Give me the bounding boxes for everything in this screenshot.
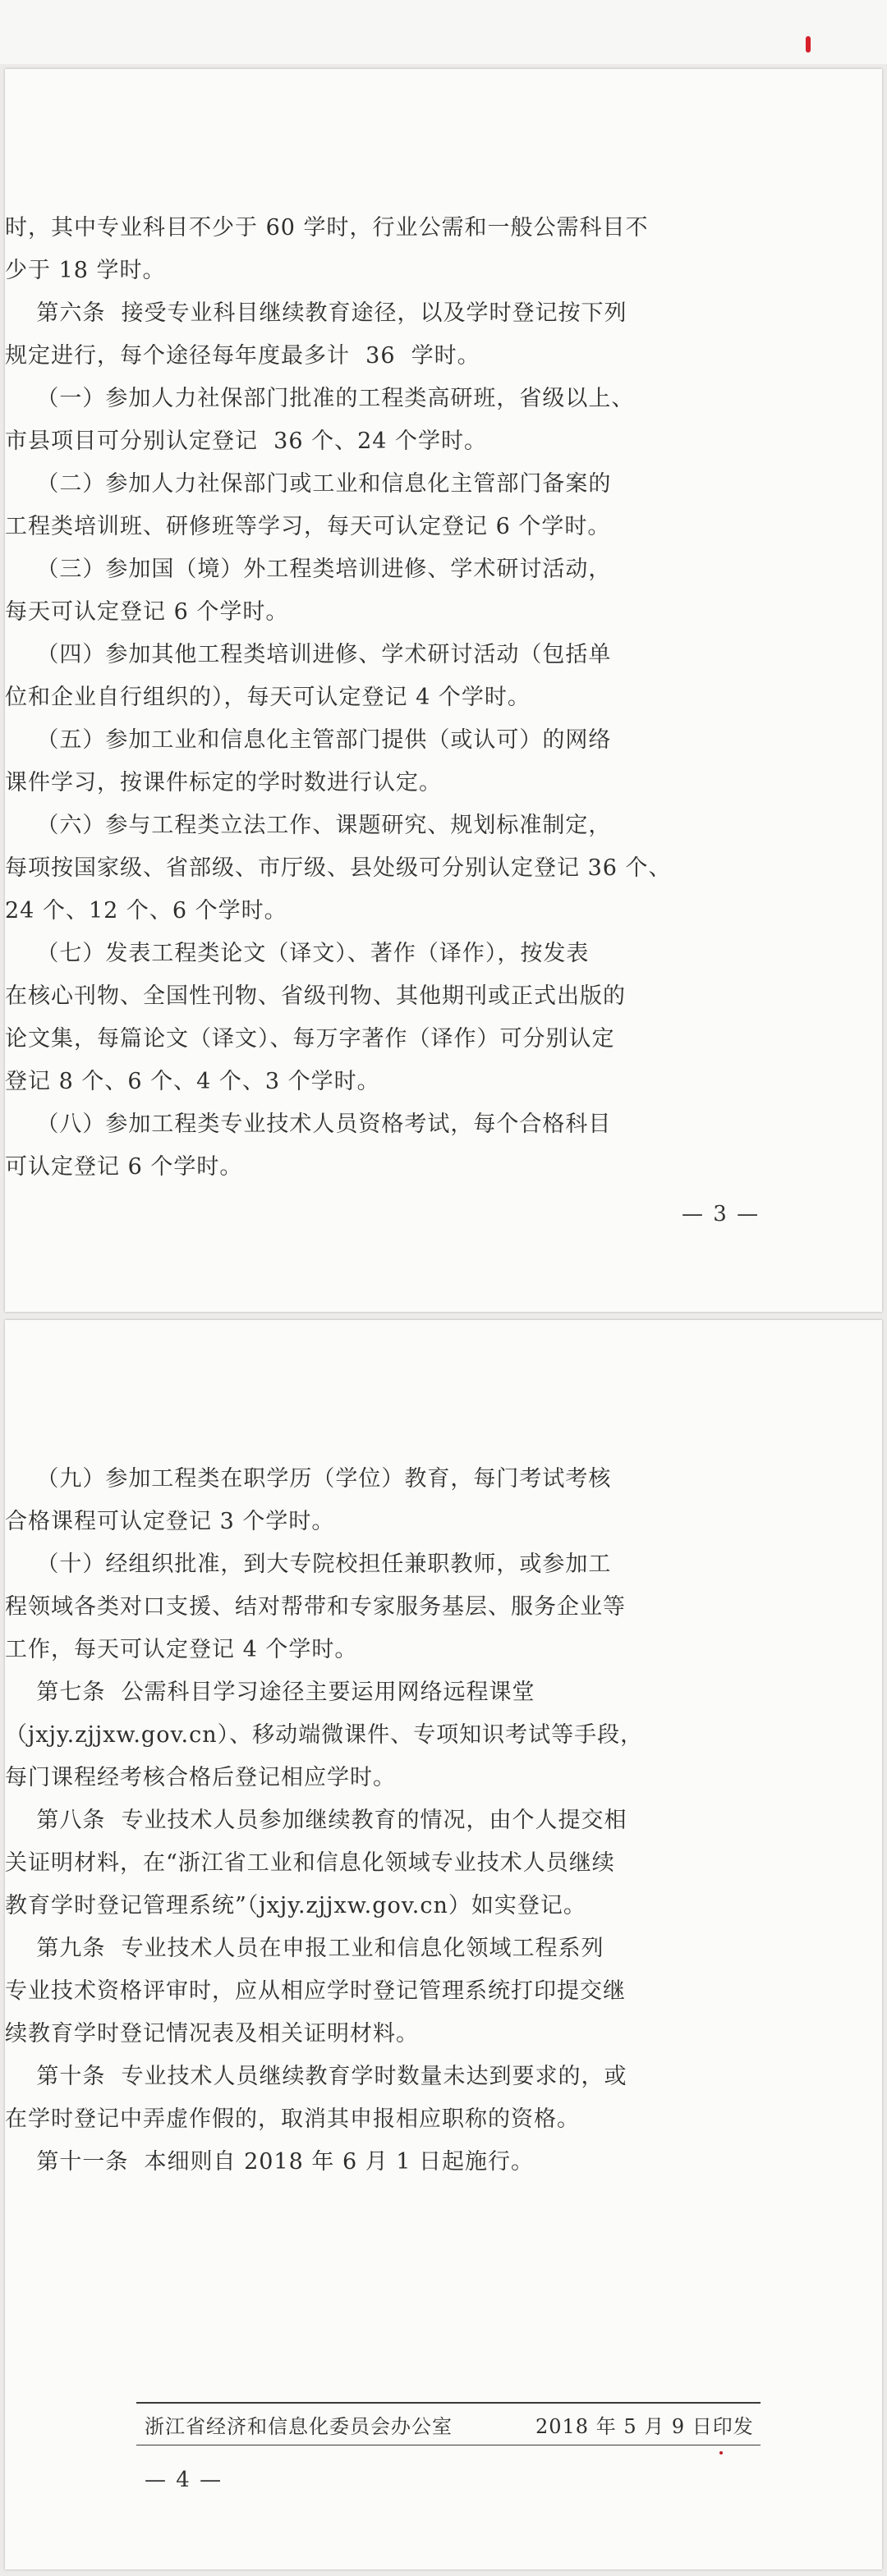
document-page-4: [5, 1320, 882, 2569]
article-7-paragraph: 第七条 公需科目学习途径主要运用网络远程课堂 （jxjy.zjjxw.gov.cn）、移动端微课件、专项知识考试等手段， 每门课程经考核合格后登记相应学时。: [5, 1680, 644, 1790]
item-2-paragraph: （二）参加人力社保部门或工业和信息化主管部门备案的 工程类培训班、研修班等学习，每天可认定登记 6 个学时。: [5, 471, 612, 539]
item-7-paragraph: （七）发表工程类论文（译文）、著作（译作），按发表 在核心刊物、全国性刊物、省级刊物、其他期刊或正式出版的 论文集，每篇论文（译文）、每万字著作（译作）可分别认定 登记 8 个、6 个、4 个、3 个学时。: [5, 941, 626, 1094]
paragraph: 时，其中专业科目不少于 60 学时，行业公需和一般公需科目不 少于 18 学时。: [5, 215, 649, 283]
issue-date: 2018 年 5 月 9 日印发: [535, 2415, 754, 2438]
page-number: — 4 —: [145, 2468, 223, 2492]
issuer-name: 浙江省经济和信息化委员会办公室: [145, 2415, 453, 2438]
article-6-paragraph: 第六条 接受专业科目继续教育途径，以及学时登记按下列 规定进行，每个途径每年度最多计 36 学时。: [5, 300, 627, 369]
footer-top-rule: [136, 2402, 761, 2404]
article-8-paragraph: 第八条 专业技术人员参加继续教育的情况，由个人提交相 关证明材料，在“浙江省工业和信息化领域专业技术人员继续 教育学时登记管理系统”（jxjy.zjjxw.gov.cn）如实登记。: [5, 1808, 627, 1918]
page-number: — 3 —: [682, 1202, 761, 1226]
article-9-paragraph: 第九条 专业技术人员在申报工业和信息化领域工程系列 专业技术资格评审时，应从相应学时登记管理系统打印提交继 续教育学时登记情况表及相关证明材料。: [5, 1936, 626, 2047]
item-1-paragraph: （一）参加人力社保部门批准的工程类高研班，省级以上、 市县项目可分别认定登记 36 个、24 个学时。: [5, 386, 635, 454]
item-6-paragraph: （六）参与工程类立法工作、课题研究、规划标准制定， 每项按国家级、省部级、市厅级、县处级可分别认定登记 36 个、 24 个、12 个、6 个学时。: [5, 813, 672, 924]
red-dot: [719, 2451, 723, 2455]
top-margin: [0, 0, 887, 64]
item-9-paragraph: （九）参加工程类在职学历（学位）教育，每门考试考核 合格课程可认定登记 3 个学时。: [5, 1466, 612, 1534]
item-4-paragraph: （四）参加其他工程类培训进修、学术研讨活动（包括单 位和企业自行组织的），每天可认定登记 4 个学时。: [5, 642, 612, 710]
article-10-paragraph: 第十条 专业技术人员继续教育学时数量未达到要求的，或 在学时登记中弄虚作假的，取消其申报相应职称的资格。: [5, 2064, 627, 2132]
item-5-paragraph: （五）参加工业和信息化主管部门提供（或认可）的网络 课件学习，按课件标定的学时数进行认定。: [5, 727, 612, 795]
item-8-paragraph: （八）参加工程类专业技术人员资格考试，每个合格科目 可认定登记 6 个学时。: [5, 1112, 612, 1180]
red-mark: [806, 36, 811, 53]
article-11-paragraph: 第十一条 本细则自 2018 年 6 月 1 日起施行。: [5, 2149, 535, 2175]
item-10-paragraph: （十）经组织批准，到大专院校担任兼职教师，或参加工 程领域各类对口支援、结对帮带和专家服务基层、服务企业等 工作，每天可认定登记 4 个学时。: [5, 1552, 626, 1662]
item-3-paragraph: （三）参加国（境）外工程类培训进修、学术研讨活动， 每天可认定登记 6 个学时。: [5, 557, 612, 625]
document-page-3: [5, 69, 882, 1312]
